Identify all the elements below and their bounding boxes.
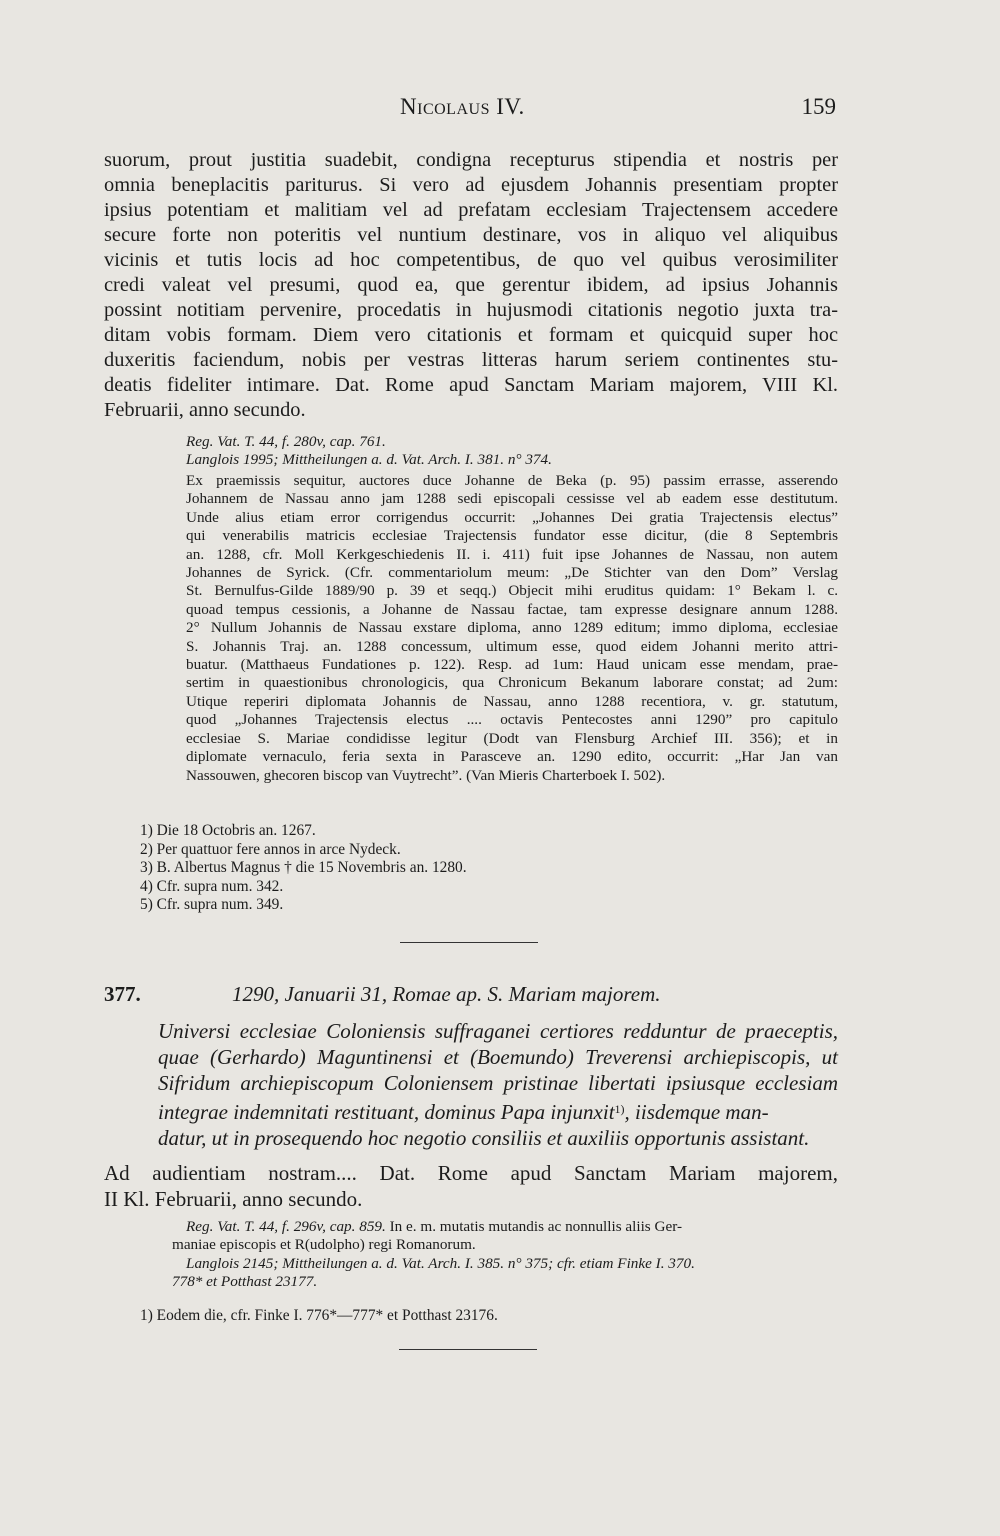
footnotes (140, 822, 780, 915)
regest-block (158, 1018, 838, 1151)
main-text-line: Februarii, anno secundo. (104, 399, 306, 421)
commentary-line: 2° Nullum Johannis de Nassau exstare diploma, anno 1289 editum; immo diploma, ecclesiae (186, 619, 838, 637)
source-reference: Langlois 1995; Mittheilungen a. d. Vat. Arch. I. 381. n° 374. (186, 451, 552, 469)
commentary-line: diplomate vernaculo, feria sexta in Parasceve an. 1290 edito, occurrit: „Har Jan van (186, 748, 838, 766)
main-text-line: vicinis et tutis locis ad hoc competentibus, de quo vel quibus verosimiliter (104, 249, 838, 271)
source-note (186, 433, 838, 470)
regest-line: quae (Gerhardo) Maguntinensi et (Boemundo) Treverensi archiepiscopis, ut (158, 1045, 838, 1069)
commentary-line: Ex praemissis sequitur, auctores duce Johanne de Beka (p. 95) passim errasse, asserendo (186, 472, 838, 489)
end-divider (399, 1349, 537, 1350)
commentary-line: Johannes de Syrick. (Cfr. commentariolum meum: „De Stichter van den Dom” Verslag (186, 564, 838, 582)
commentary-line: ecclesiae S. Mariae condidisse legitur (Dodt van Flensburg Archief III. 356); et in (186, 729, 838, 747)
document-text-line: II Kl. Februarii, anno secundo. (104, 1187, 363, 1211)
commentary-line: Unde alius etiam error corrigendus occurrit: „Johannes Dei gratia Trajectensis electus” (186, 508, 838, 526)
document-text (104, 1160, 838, 1212)
running-title-rest: icolaus IV. (417, 94, 525, 119)
regest-line-part: integrae indemnitati restituant, dominus Papa injunxit (158, 1100, 615, 1124)
source-reference: 778* et Potthast 23177. (172, 1273, 318, 1291)
commentary-line: sertim in quaestionibus chronologicis, qua Chronicum Bekanum laborare constat; ad 2um: (186, 674, 838, 692)
commentary-line: Johannem de Nassau anno jam 1288 sedi episcopali cessisse vel ab eadem esse destitutum. (186, 490, 838, 508)
regest-line (158, 1096, 838, 1125)
source-reference-comment: In e. m. mutatis mutandis ac nonnullis aliis Ger- (385, 1218, 683, 1235)
document-date-place: 1290, Januarii 31, Romae ap. S. Mariam majorem. (232, 982, 661, 1006)
commentary-line: qui venerabilis matricis ecclesiae Trajectensis fundator esse dicitur, (die 8 Septembris (186, 527, 838, 545)
main-text-line: suorum, prout justitia suadebit, condigna recepturus stipendia et nostris per (104, 149, 838, 171)
footnote: 3) B. Albertus Magnus † die 15 Novembris an. 1280. (140, 859, 467, 876)
main-text-line: possint notitiam pervenire, procedatis in hujusmodi citationis negotio juxta tra- (104, 299, 838, 321)
footnote: 2) Per quattuor fere annos in arce Nydeck. (140, 840, 401, 858)
main-text-line: ditam vobis formam. Diem vero citationis et formam et quicquid super hoc (104, 324, 838, 346)
footnote: 5) Cfr. supra num. 349. (140, 896, 284, 913)
commentary-line: Utique reperiri diplomata Johannis de Nassau, anno 1288 recentiora, v. gr. statutum, (186, 692, 838, 710)
main-text-line: omnia beneplacitis pariturus. Si vero ad ejusdem Johannis presentiam propter (104, 174, 838, 196)
main-text-block (104, 148, 838, 423)
commentary-block (186, 472, 838, 785)
footnote: 1) Die 18 Octobris an. 1267. (140, 822, 316, 839)
footnote: 1) Eodem die, cfr. Finke I. 776*—777* et Potthast 23176. (140, 1307, 498, 1324)
main-text-line: deatis fideliter intimare. Dat. Rome apud Sanctam Mariam majorem, VIII Kl. (104, 374, 838, 396)
commentary-line: buatur. (Matthaeus Fundationes p. 122). Resp. ad 1um: Haud unicam esse mendam, prae- (186, 656, 838, 674)
regest-line: Universi ecclesiae Coloniensis suffraganei certiores redduntur de praeceptis, (158, 1019, 838, 1043)
main-text-line: duxeritis faciendum, nobis per vestras litteras harum seriem continentes stu- (104, 349, 838, 371)
commentary-line: quoad tempus cessionis, a Johanne de Nassau factae, tam expresse designare annum 1288. (186, 600, 838, 618)
document-number: 377. (104, 982, 141, 1006)
commentary-line: an. 1288, cfr. Moll Kerkgeschiedenis II. i. 411) fuit ipse Johannes de Nassau, non autem (186, 545, 838, 563)
regest-line: datur, ut in prosequendo hoc negotio consiliis et auxiliis opportunis assistant. (158, 1126, 810, 1150)
running-title-initial: N (400, 94, 418, 119)
section-divider (400, 942, 538, 943)
main-text-line: credi valeat vel presumi, quod ea, que gerentur ibidem, ad ipsius Johannis (104, 274, 838, 296)
source-reference: Reg. Vat. T. 44, f. 280v, cap. 761. (186, 433, 386, 450)
source-reference: Reg. Vat. T. 44, f. 296v, cap. 859. (186, 1218, 386, 1235)
document-source-note (172, 1218, 838, 1292)
main-text-line: ipsius potentiam et malitiam vel ad prefatam ecclesiam Trajectensem accedere (104, 199, 838, 221)
page-number: 159 (801, 94, 836, 119)
source-reference-line: maniae episcopis et R(udolpho) regi Romanorum. (172, 1236, 476, 1254)
running-title (400, 94, 525, 120)
regest-line-part: , iisdemque man- (624, 1100, 769, 1124)
source-reference-line (186, 1218, 838, 1236)
commentary-line: S. Johannis Traj. an. 1288 concessum, ultimum esse, quod eidem Johanni merito attri- (186, 637, 838, 655)
document-text-line: Ad audientiam nostram.... Dat. Rome apud Sanctam Mariam majorem, (104, 1161, 838, 1185)
commentary-line: quod „Johannes Trajectensis electus .... octavis Pentecostes anni 1290” pro capitulo (186, 711, 838, 729)
document-footnote (140, 1307, 780, 1326)
source-reference: Langlois 2145; Mittheilungen a. d. Vat. Arch. I. 385. n° 375; cfr. etiam Finke I. 370. (186, 1254, 695, 1272)
main-text-line: secure forte non poteritis vel nuntium destinare, vos in aliquo vel aliquibus (104, 224, 838, 246)
commentary-line: Nassouwen, ghecoren biscop van Vuytrecht”. (Van Mieris Charterboek I. 502). (186, 766, 666, 784)
footnote: 4) Cfr. supra num. 342. (140, 877, 284, 895)
regest-footnote-mark: 1) (614, 1102, 625, 1116)
commentary-line: St. Bernulfus-Gilde 1889/90 p. 39 et seqq.) Objecit mihi eruditus quidam: 1° Bekam l. c. (186, 582, 838, 600)
regest-line: Sifridum archiepiscopum Coloniensem pristinae libertati ipsiusque ecclesiam (158, 1071, 838, 1095)
